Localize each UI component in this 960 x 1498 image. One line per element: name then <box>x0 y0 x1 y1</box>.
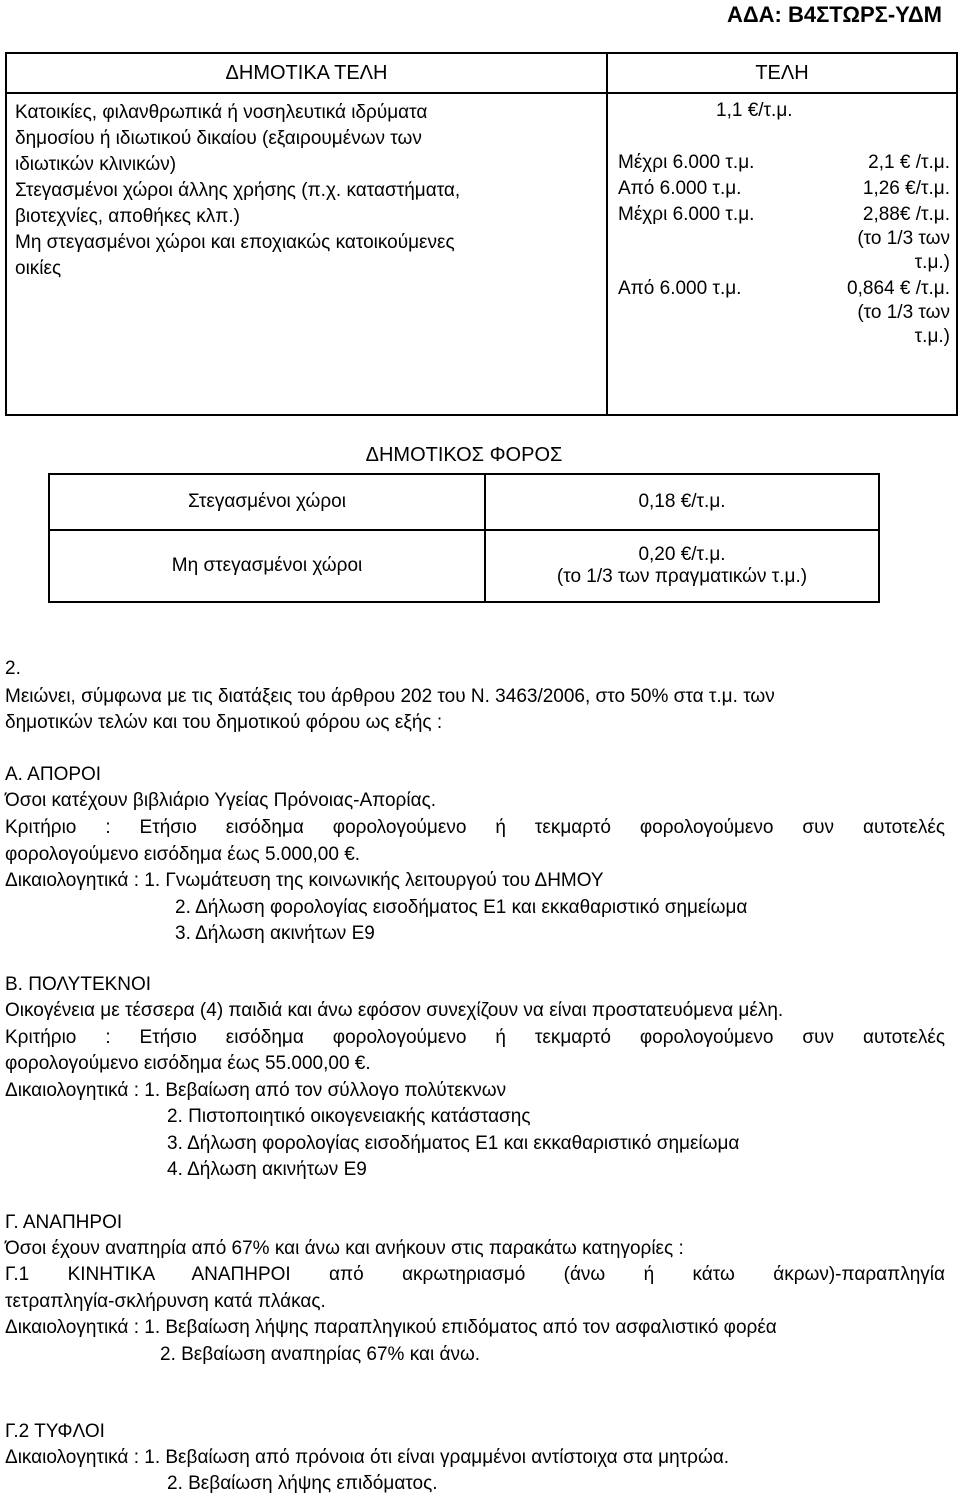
uncovered-spaces-note: (το 1/3 των πραγματικών τ.μ.) <box>556 566 808 587</box>
section-a-docs: 3. Δήλωση ακινήτων Ε9 <box>175 923 375 944</box>
fees-cell <box>607 93 957 415</box>
category-line: ιδιωτικών κλινικών) <box>15 154 177 175</box>
table1-header-right: ΤΕΛΗ <box>607 53 957 93</box>
category-line: οικίες <box>15 258 62 279</box>
rate-value: 1,26 €/τ.μ. <box>862 178 950 199</box>
section-c2-title: Γ.2 ΤΥΦΛΟΙ <box>5 1421 105 1442</box>
range-label: Μέχρι 6.000 τ.μ. <box>618 204 755 225</box>
uncovered-spaces-rate: 0,20 €/τ.μ. <box>638 544 726 565</box>
rate-note: τ.μ.) <box>914 326 950 347</box>
range-label: Μέχρι 6.000 τ.μ. <box>618 152 755 173</box>
section-a-docs: Δικαιολογητικά : 1. Γνωμάτευση της κοινωνικής λειτουργού του ΔΗΜΟΥ <box>5 870 604 891</box>
category-line: Στεγασμένοι χώροι άλλης χρήσης (π.χ. καταστήματα, <box>15 180 461 201</box>
range-label: Από 6.000 τ.μ. <box>618 278 742 299</box>
section-c2-docs: Δικαιολογητικά : 1. Βεβαίωση από πρόνοια ότι είναι γραμμένοι αντίστοιχα στα μητρώα. <box>5 1447 730 1468</box>
table2-header: ΔΗΜΟΤΙΚΟΣ ΦΟΡΟΣ <box>365 443 563 466</box>
section-a-docs: 2. Δήλωση φορολογίας εισοδήματος Ε1 και εκκαθαριστικό σημείωμα <box>175 897 748 918</box>
section-number: 2. <box>5 658 21 679</box>
rate-note: (το 1/3 των <box>857 302 950 323</box>
section-b-docs: 2. Πιστοποιητικό οικογενειακής κατάστασης <box>167 1106 531 1127</box>
intro-line: Μειώνει, σύμφωνα με τις διατάξεις του άρθρου 202 του Ν. 3463/2006, στο 50% στα τ.μ. των <box>5 686 775 707</box>
rate-residential: 1,1 €/τ.μ. <box>716 100 793 121</box>
section-b-docs: Δικαιολογητικά : 1. Βεβαίωση από τον σύλλογο πολύτεκνων <box>5 1080 507 1101</box>
section-c-title: Γ. ΑΝΑΠΗΡΟΙ <box>5 1212 123 1233</box>
section-b-text: Οικογένεια με τέσσερα (4) παιδιά και άνω εφόσον συνεχίζουν να είναι προστατευόμενα μέλη. <box>5 1000 784 1021</box>
section-a-criterion: Κριτήριο : Ετήσιο εισόδημα φορολογούμενο ή τεκμαρτό φορολογούμενο συν αυτοτελές <box>5 817 945 838</box>
property-categories-cell <box>6 93 607 415</box>
doc-code: ΑΔΑ: Β4ΣΤΩΡΣ-ΥΔΜ <box>726 2 942 27</box>
section-a-text: Όσοι κατέχουν βιβλιάριο Υγείας Πρόνοιας-Απορίας. <box>5 790 437 811</box>
category-line: Μη στεγασμένοι χώροι και εποχιακώς κατοικούμενες <box>15 232 455 253</box>
section-c-text: Όσοι έχουν αναπηρία από 67% και άνω και ανήκουν στις παρακάτω κατηγορίες : <box>5 1238 684 1259</box>
rate-value: 2,88€ /τ.μ. <box>862 204 950 225</box>
rate-note: τ.μ.) <box>914 252 950 273</box>
section-b-criterion: φορολογούμενο εισόδημα έως 55.000,00 €. <box>5 1053 371 1074</box>
uncovered-spaces-label: Μη στεγασμένοι χώροι <box>49 530 485 602</box>
intro-line: δημοτικών τελών και του δημοτικού φόρου ως εξής : <box>5 712 443 733</box>
category-line: Κατοικίες, φιλανθρωπικά ή νοσηλευτικά ιδρύματα <box>15 102 428 123</box>
category-line: βιοτεχνίες, αποθήκες κλπ.) <box>15 206 240 227</box>
category-line: δημοσίου ή ιδιωτικού δικαίου (εξαιρουμένων των <box>15 128 422 149</box>
section-a-criterion: φορολογούμενο εισόδημα έως 5.000,00 €. <box>5 844 361 865</box>
section-a-title: Α. ΑΠΟΡΟΙ <box>5 764 102 785</box>
table1-header-left: ΔΗΜΟΤΙΚΑ ΤΕΛΗ <box>6 53 607 93</box>
municipal-tax-table <box>48 437 880 603</box>
covered-spaces-label: Στεγασμένοι χώροι <box>49 474 485 530</box>
section-b-docs: 3. Δήλωση φορολογίας εισοδήματος Ε1 και εκκαθαριστικό σημείωμα <box>167 1133 740 1154</box>
uncovered-spaces-rate-cell <box>485 530 879 602</box>
municipal-fees-table <box>5 52 958 416</box>
section-b-criterion: Κριτήριο : Ετήσιο εισόδημα φορολογούμενο ή τεκμαρτό φορολογούμενο συν αυτοτελές <box>5 1027 945 1048</box>
section-c2-docs: 2. Βεβαίωση λήψης επιδόματος. <box>167 1473 438 1494</box>
rate-note: (το 1/3 των <box>857 228 950 249</box>
section-c1-text: Γ.1 ΚΙΝΗΤΙΚΑ ΑΝΑΠΗΡΟΙ από ακρωτηριασμό (άνω ή κάτω άκρων)-παραπληγία <box>5 1264 945 1285</box>
section-c1-docs: Δικαιολογητικά : 1. Βεβαίωση λήψης παραπληγικού επιδόματος από τον ασφαλιστικό φορέα <box>5 1317 777 1338</box>
rate-value: 0,864 € /τ.μ. <box>847 278 950 299</box>
section-b-docs: 4. Δήλωση ακινήτων Ε9 <box>167 1159 367 1180</box>
section-b-title: Β. ΠΟΛΥΤΕΚΝΟΙ <box>5 974 152 995</box>
rate-value: 2,1 € /τ.μ. <box>868 152 950 173</box>
range-label: Από 6.000 τ.μ. <box>618 178 742 199</box>
covered-spaces-rate: 0,18 €/τ.μ. <box>485 474 879 530</box>
section-c1-text: τετραπληγία-σκλήρυνση κατά πλάκας. <box>5 1291 326 1312</box>
section-c1-docs: 2. Βεβαίωση αναπηρίας 67% και άνω. <box>160 1344 481 1365</box>
